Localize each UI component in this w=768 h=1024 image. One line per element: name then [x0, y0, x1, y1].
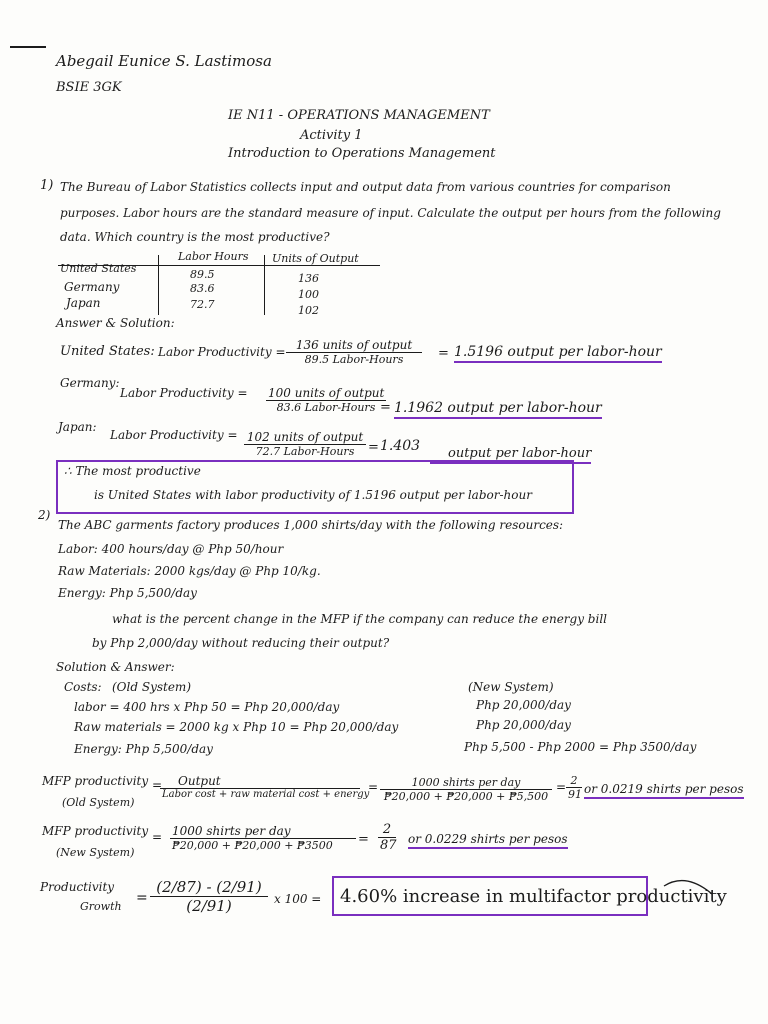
- q2-number: 2): [38, 508, 51, 522]
- mfp-old-numerator: Output: [160, 774, 360, 789]
- mfp-new-equals: =: [152, 830, 163, 844]
- mfp-new-system-label: (New System): [56, 846, 135, 859]
- us-label: United States:: [60, 344, 155, 359]
- q2-question-line2: by Php 2,000/day without reducing their output?: [92, 636, 390, 650]
- energy-cost-calc: Energy: Php 5,500/day: [74, 742, 213, 756]
- mfp-old-system-label: (Old System): [62, 796, 135, 809]
- table-row-units: 100: [298, 288, 319, 301]
- answer-heading: Answer & Solution:: [56, 316, 175, 330]
- mfp-new-simplified: [378, 822, 396, 853]
- growth-times: x 100 =: [274, 892, 322, 906]
- growth-denominator: (2/91): [186, 897, 232, 915]
- q1-text-line2: purposes. Labor hours are the standard measure of input. Calculate the output per hours from the following: [60, 206, 721, 220]
- de-denominator: 83.6 Labor-Hours: [276, 401, 376, 414]
- table-row-country: Germany: [64, 280, 120, 294]
- q2-text-line1: The ABC garments factory produces 1,000 shirts/day with the following resources:: [58, 518, 564, 532]
- de-label: Germany:: [60, 376, 120, 390]
- de-equals: =: [380, 400, 391, 415]
- us-denominator: 89.5 Labor-Hours: [304, 353, 404, 366]
- de-lp-label: Labor Productivity =: [120, 386, 248, 400]
- solution-heading: Solution & Answer:: [56, 660, 175, 674]
- table-divider-1: [158, 255, 159, 315]
- mfp-new-fraction: [170, 824, 356, 852]
- growth-sublabel: Growth: [80, 900, 122, 913]
- costs-label: Costs:: [64, 680, 102, 694]
- mfp-old-numerator-2: 1000 shirts per day: [380, 776, 552, 790]
- subject-title: IE N11 - OPERATIONS MANAGEMENT: [228, 108, 490, 123]
- us-lp-label: Labor Productivity =: [158, 345, 286, 359]
- table-row-units: 102: [298, 304, 319, 317]
- table-row-units: 136: [298, 272, 319, 285]
- q2-raw-materials: Raw Materials: 2000 kgs/day @ Php 10/kg.: [58, 564, 321, 578]
- growth-result-text: 4.60% increase in multifactor productivity: [340, 886, 727, 907]
- table-header-hours: Labor Hours: [178, 250, 249, 263]
- new-energy-cost: Php 5,500 - Php 2000 = Php 3500/day: [464, 740, 697, 754]
- mfp-old-simplified-den: 91: [568, 788, 582, 801]
- mfp-old-result: or 0.0219 shirts per pesos: [584, 782, 744, 799]
- conclusion-line1: ∴ The most productive: [64, 464, 201, 478]
- mfp-old-fraction-2: [380, 776, 552, 803]
- growth-numerator: (2/87) - (2/91): [150, 878, 268, 897]
- mfp-new-simplified-den: 87: [380, 838, 397, 853]
- stray-pen-mark: [660, 872, 720, 902]
- jp-fraction: [244, 430, 366, 458]
- table-row-hours: 89.5: [190, 268, 215, 281]
- mfp-old-equals: =: [152, 778, 163, 792]
- mfp-new-result: or 0.0229 shirts per pesos: [408, 832, 568, 849]
- activity-title: Activity 1: [300, 128, 363, 143]
- topic-title: Introduction to Operations Management: [228, 146, 496, 161]
- mfp-old-label: MFP productivity: [42, 774, 149, 788]
- q1-text-line1: The Bureau of Labor Statistics collects input and output data from various countries for comparison: [60, 180, 671, 194]
- q2-question-line1: what is the percent change in the MFP if the company can reduce the energy bill: [112, 612, 608, 626]
- us-equals: =: [438, 346, 449, 361]
- mfp-new-equals-2: =: [358, 832, 369, 847]
- us-result: 1.5196 output per labor-hour: [454, 344, 662, 363]
- table-row-hours: 83.6: [190, 282, 215, 295]
- new-raw-cost: Php 20,000/day: [476, 718, 571, 732]
- margin-mark: [10, 46, 46, 48]
- new-labor-cost: Php 20,000/day: [476, 698, 571, 712]
- growth-label: Productivity: [40, 880, 115, 894]
- q2-labor: Labor: 400 hours/day @ Php 50/hour: [58, 542, 284, 556]
- mfp-old-denominator: Labor cost + raw material cost + energy: [162, 789, 370, 800]
- q1-text-line3: data. Which country is the most productive?: [60, 230, 330, 244]
- table-row-country: United States: [60, 262, 137, 275]
- growth-equals: =: [136, 890, 148, 906]
- de-fraction: [266, 386, 386, 414]
- labor-cost-calc: labor = 400 hrs x Php 50 = Php 20,000/day: [74, 700, 340, 714]
- conclusion-line2: is United States with labor productivity of 1.5196 output per labor-hour: [94, 488, 532, 502]
- student-course: BSIE 3GK: [56, 80, 122, 95]
- q1-number: 1): [40, 178, 54, 193]
- mfp-new-numerator: 1000 shirts per day: [170, 824, 356, 839]
- jp-label: Japan:: [58, 420, 97, 434]
- de-numerator: 100 units of output: [268, 386, 385, 400]
- student-name: Abegail Eunice S. Lastimosa: [56, 52, 272, 70]
- old-system-label: (Old System): [112, 680, 191, 694]
- new-system-label: (New System): [468, 680, 554, 694]
- table-header-units: Units of Output: [272, 252, 359, 265]
- mfp-old-denominator-2: ₱20,000 + ₱20,000 + ₱5,500: [383, 790, 549, 803]
- q2-energy: Energy: Php 5,500/day: [58, 586, 197, 600]
- mfp-old-fraction: [160, 774, 370, 800]
- us-numerator: 136 units of output: [286, 338, 422, 353]
- mfp-new-label: MFP productivity: [42, 824, 149, 838]
- mfp-old-equals-3: =: [556, 780, 567, 794]
- jp-result-unit: output per labor-hour: [430, 446, 591, 464]
- mfp-new-simplified-num: 2: [378, 822, 396, 838]
- mfp-old-simplified: [566, 774, 582, 801]
- table-row-hours: 72.7: [190, 298, 215, 311]
- mfp-new-denominator: ₱20,000 + ₱20,000 + ₱3500: [172, 839, 333, 852]
- raw-cost-calc: Raw materials = 2000 kg x Php 10 = Php 20,000/day: [74, 720, 399, 734]
- mfp-old-equals-2: =: [368, 780, 379, 794]
- jp-numerator: 102 units of output: [244, 430, 366, 445]
- growth-fraction: [150, 878, 268, 915]
- jp-result-value: 1.403: [380, 438, 421, 454]
- de-result: 1.1962 output per labor-hour: [394, 400, 602, 419]
- jp-equals: =: [368, 440, 379, 455]
- us-fraction: [286, 338, 422, 366]
- table-row-country: Japan: [66, 296, 101, 310]
- jp-denominator: 72.7 Labor-Hours: [255, 445, 355, 458]
- mfp-old-simplified-num: 2: [566, 774, 582, 788]
- table-divider-2: [264, 255, 265, 315]
- jp-lp-label: Labor Productivity =: [110, 428, 238, 442]
